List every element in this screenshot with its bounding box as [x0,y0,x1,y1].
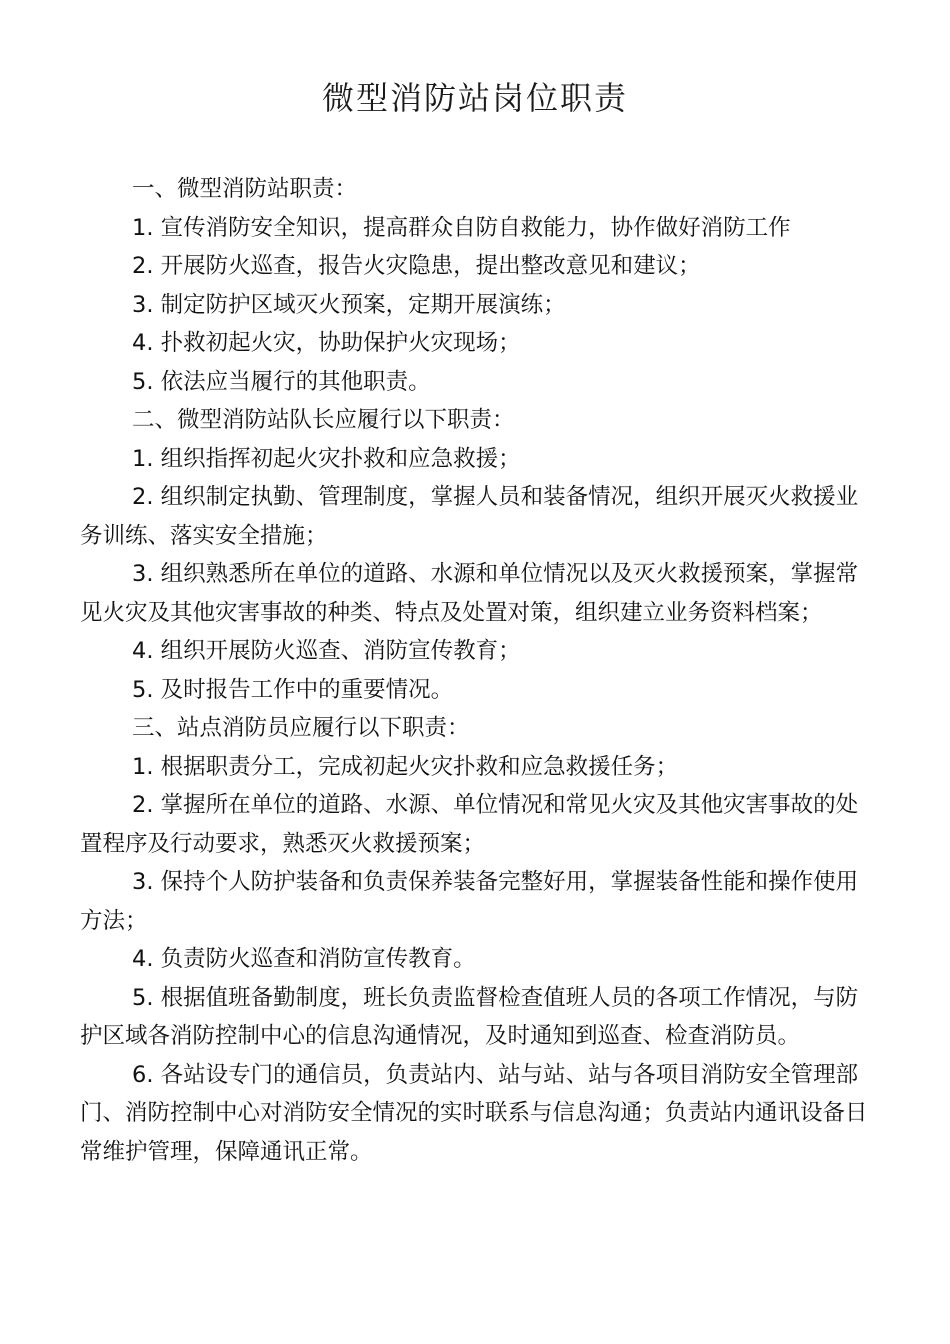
paragraph: 1. 宣传消防安全知识，提高群众自防自救能力，协作做好消防工作 [132,214,791,241]
section-heading-1: 一、微型消防站职责： [132,176,358,202]
paragraph: 5. 根据值班备勤制度，班长负责监督检查值班人员的各项工作情况，与防护区域各消防控制中心的信息沟通情况，及时通知到巡查、检查消防员。 [80,984,859,1049]
paragraph: 2. 组织制定执勤、管理制度，掌握人员和装备情况，组织开展灭火救援业务训练、落实安全措施； [80,484,859,549]
section-heading-2: 二、微型消防站队长应履行以下职责： [132,407,515,433]
paragraph: 4. 扑救初起火灾，协助保护火灾现场； [132,330,521,356]
paragraph: 5. 及时报告工作中的重要情况。 [132,676,454,703]
paragraph: 4. 负责防火巡查和消防宣传教育。 [132,946,476,972]
document-title: 微型消防站岗位职责 [321,79,628,117]
paragraph: 3. 制定防护区域灭火预案，定期开展演练； [132,291,566,318]
paragraph: 3. 保持个人防护装备和负责保养装备完整好用，掌握装备性能和操作使用方法； [80,869,859,934]
paragraph: 3. 组织熟悉所在单位的道路、水源和单位情况以及灭火救援预案，掌握常见火灾及其他灾害事故的种类、特点及处置对策，组织建立业务资料档案； [80,561,859,626]
section-heading-3: 三、站点消防员应履行以下职责： [132,715,470,741]
paragraph: 2. 掌握所在单位的道路、水源、单位情况和常见火灾及其他灾害事故的处置程序及行动要求，熟悉灭火救援预案； [80,792,859,857]
paragraph: 5. 依法应当履行的其他职责。 [132,368,431,395]
paragraph: 1. 组织指挥初起火灾扑救和应急救援； [132,445,521,472]
paragraph: 4. 组织开展防火巡查、消防宣传教育； [132,638,521,664]
paragraph: 1. 根据职责分工，完成初起火灾扑救和应急救援任务； [132,753,679,780]
paragraph: 2. 开展防火巡查，报告火灾隐患，提出整改意见和建议； [132,253,701,279]
paragraph: 6. 各站设专门的通信员，负责站内、站与站、站与各项目消防安全管理部门、消防控制中心对消防安全情况的实时联系与信息沟通；负责站内通讯设备日常维护管理，保障通讯正常。 [80,1061,868,1165]
document-body [80,170,870,1171]
